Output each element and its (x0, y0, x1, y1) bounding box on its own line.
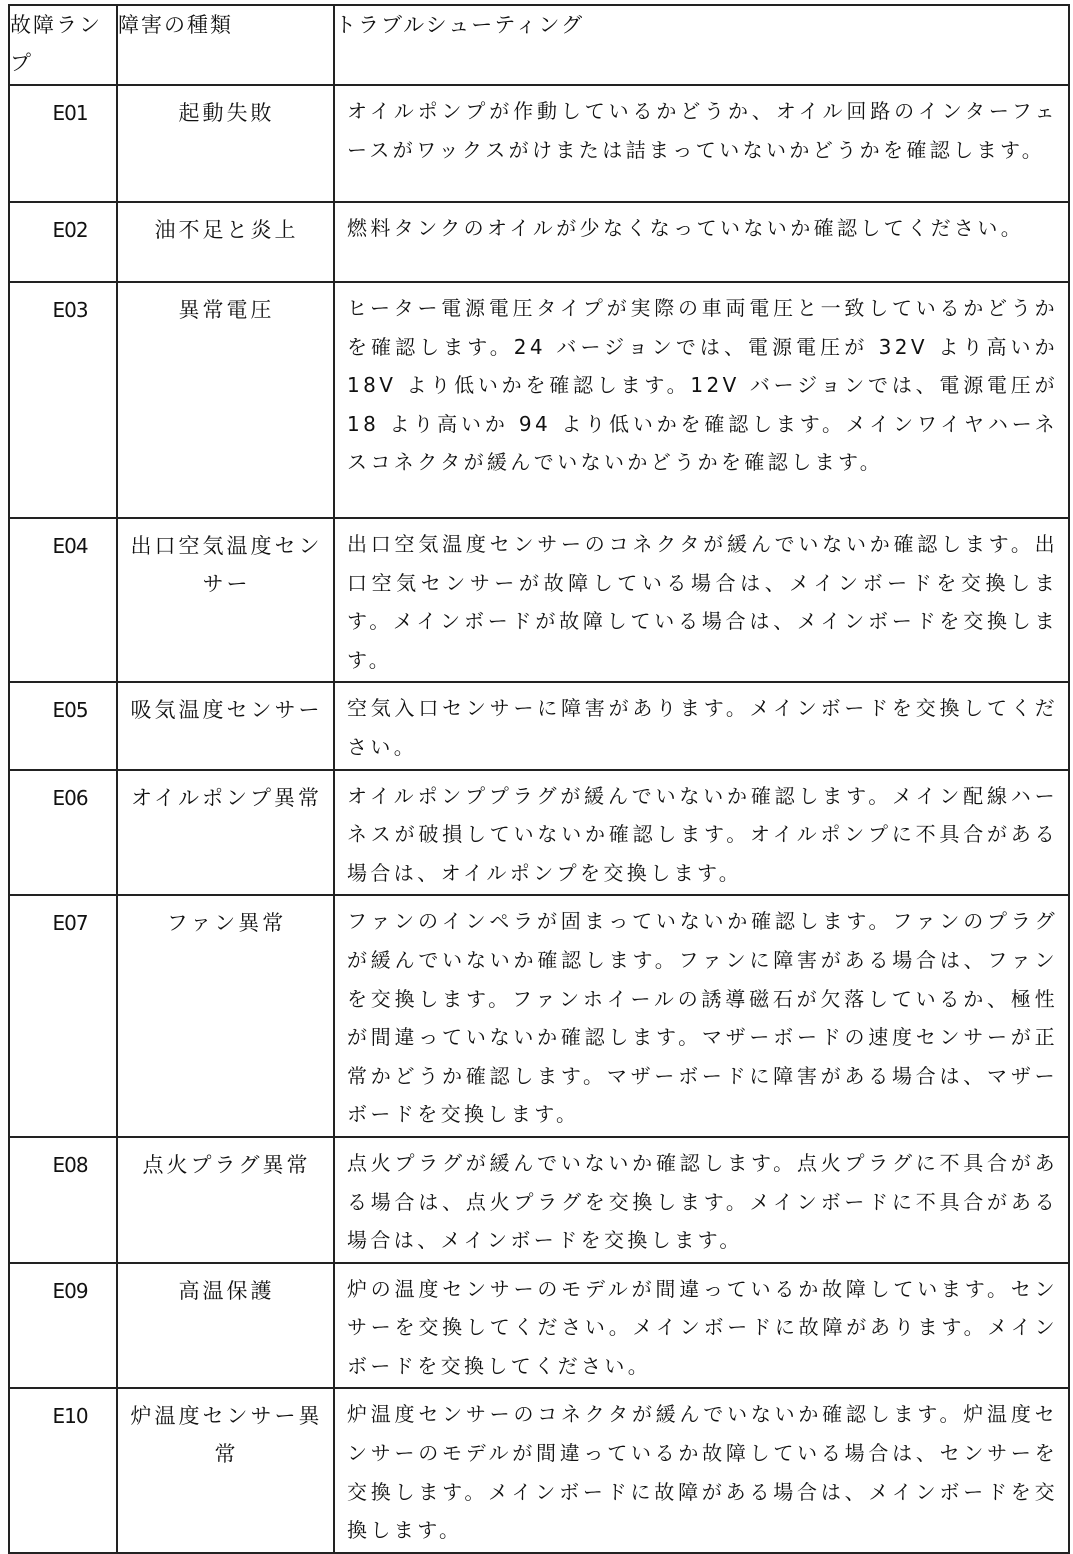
fault-code: E09 (9, 1263, 117, 1389)
fault-type: 点火プラグ異常 (117, 1137, 334, 1263)
table-row (9, 518, 1069, 682)
troubleshooting-text: 炉の温度センサーのモデルが間違っているか故障しています。センサーを交換してください。メインボードに故障があります。メインボードを交換してください。 (334, 1263, 1069, 1389)
table-body (9, 85, 1069, 1553)
fault-code: E07 (9, 895, 117, 1137)
table-row (9, 1263, 1069, 1389)
troubleshooting-text: 燃料タンクのオイルが少なくなっていないか確認してください。 (334, 202, 1069, 282)
header-troubleshooting: トラブルシューティング (334, 5, 1069, 85)
fault-type: 出口空気温度センサー (117, 518, 334, 682)
fault-type: オイルポンプ異常 (117, 770, 334, 896)
table-row (9, 1388, 1069, 1552)
table-row (9, 85, 1069, 202)
fault-table-container (8, 4, 1068, 1554)
header-row (9, 5, 1069, 85)
fault-type: 油不足と炎上 (117, 202, 334, 282)
fault-code: E03 (9, 282, 117, 518)
fault-code: E01 (9, 85, 117, 202)
fault-type: 起動失敗 (117, 85, 334, 202)
troubleshooting-text: 空気入口センサーに障害があります。メインボードを交換してください。 (334, 682, 1069, 769)
troubleshooting-text: オイルポンププラグが緩んでいないか確認します。メイン配線ハーネスが破損していないか確認します。オイルポンプに不具合がある場合は、オイルポンプを交換します。 (334, 770, 1069, 896)
fault-type: 高温保護 (117, 1263, 334, 1389)
troubleshooting-text: 炉温度センサーのコネクタが緩んでいないか確認します。炉温度センサーのモデルが間違っているか故障している場合は、センサーを交換します。メインボードに故障がある場合は、メインボードを交換します。 (334, 1388, 1069, 1552)
fault-code: E06 (9, 770, 117, 896)
table-row (9, 1137, 1069, 1263)
table-row (9, 770, 1069, 896)
header-fault-type: 障害の種類 (117, 5, 334, 85)
fault-type: ファン異常 (117, 895, 334, 1137)
fault-code: E08 (9, 1137, 117, 1263)
table-row (9, 282, 1069, 518)
troubleshooting-text: 点火プラグが緩んでいないか確認します。点火プラグに不具合がある場合は、点火プラグを交換します。メインボードに不具合がある場合は、メインボードを交換します。 (334, 1137, 1069, 1263)
fault-code-table (8, 4, 1070, 1554)
fault-type: 異常電圧 (117, 282, 334, 518)
troubleshooting-text: 出口空気温度センサーのコネクタが緩んでいないか確認します。出口空気センサーが故障している場合は、メインボードを交換します。メインボードが故障している場合は、メインボードを交換します。 (334, 518, 1069, 682)
fault-code: E05 (9, 682, 117, 769)
fault-type: 吸気温度センサー (117, 682, 334, 769)
fault-code: E10 (9, 1388, 117, 1552)
fault-code: E02 (9, 202, 117, 282)
fault-code: E04 (9, 518, 117, 682)
troubleshooting-text: オイルポンプが作動しているかどうか、オイル回路のインターフェースがワックスがけまたは詰まっていないかどうかを確認します。 (334, 85, 1069, 202)
table-row (9, 895, 1069, 1137)
header-fault-lamp: 故障ランプ (9, 5, 117, 85)
fault-type: 炉温度センサー異常 (117, 1388, 334, 1552)
troubleshooting-text: ヒーター電源電圧タイプが実際の車両電圧と一致しているかどうかを確認します。24 バージョンでは、電源電圧が 32V より高いか 18V より低いかを確認します。12V バージョンでは、電源電圧が 18 より高いか 94 より低いかを確認します。メインワイヤハーネスコネクタが緩んでいないかどうかを確認します。 (334, 282, 1069, 518)
troubleshooting-text: ファンのインペラが固まっていないか確認します。ファンのプラグが緩んでいないか確認します。ファンに障害がある場合は、ファンを交換します。ファンホイールの誘導磁石が欠落しているか、極性が間違っていないか確認します。マザーボードの速度センサーが正常かどうか確認します。マザーボードに障害がある場合は、マザーボードを交換します。 (334, 895, 1069, 1137)
table-row (9, 682, 1069, 769)
table-row (9, 202, 1069, 282)
table-header (9, 5, 1069, 85)
